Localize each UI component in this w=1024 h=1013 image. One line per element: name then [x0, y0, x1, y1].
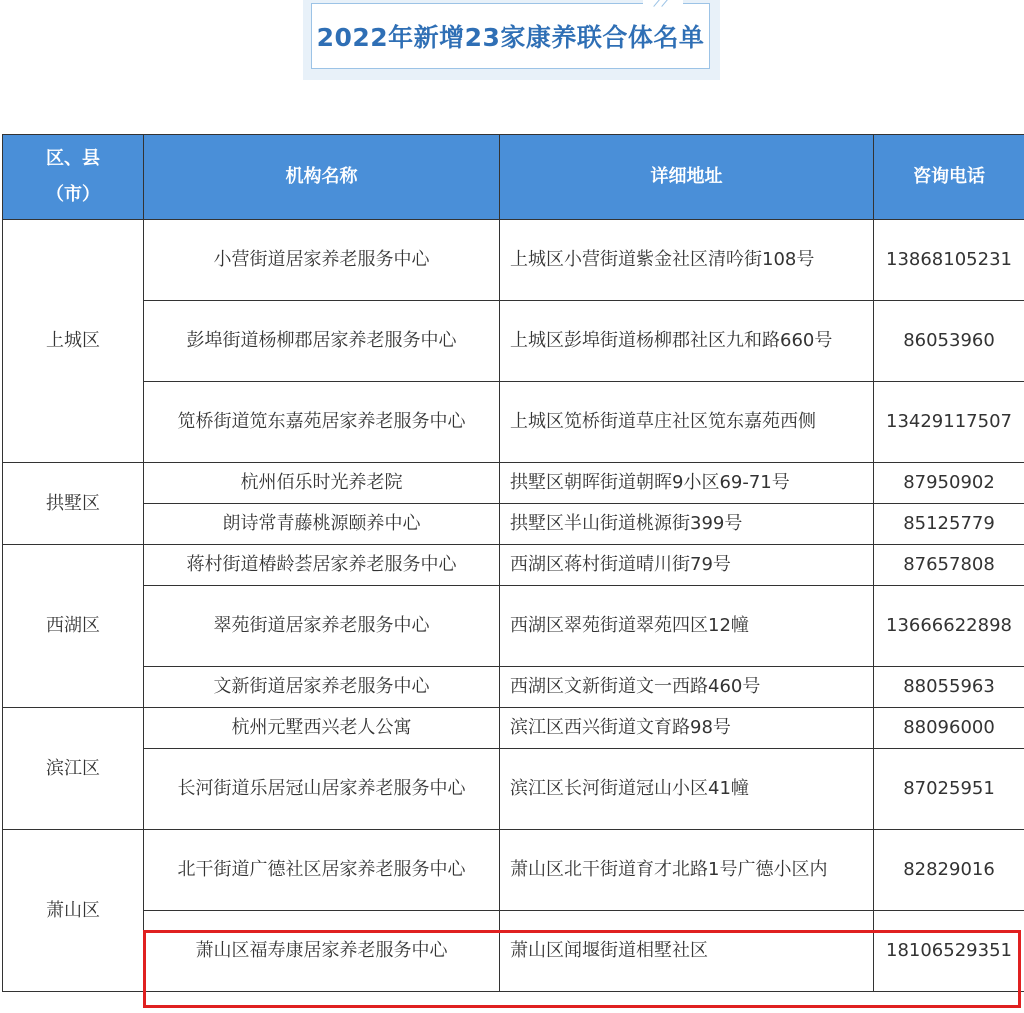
district-cell: 西湖区 [3, 545, 144, 708]
table-row [3, 545, 1024, 586]
phone-cell: 82829016 [874, 830, 1024, 911]
table-row [3, 749, 1024, 830]
district-cell: 上城区 [3, 220, 144, 463]
table-row [3, 911, 1024, 992]
address-cell: 滨江区长河街道冠山小区41幢 [500, 749, 874, 830]
phone-cell: 88096000 [874, 708, 1024, 749]
table-row [3, 382, 1024, 463]
table-row [3, 463, 1024, 504]
phone-cell: 13429117507 [874, 382, 1024, 463]
name-cell: 蒋村街道椿龄荟居家养老服务中心 [144, 545, 500, 586]
name-cell: 萧山区福寿康居家养老服务中心 [144, 911, 500, 992]
name-cell: 小营街道居家养老服务中心 [144, 220, 500, 301]
page-title: 2022年新增23家康养联合体名单 [311, 3, 710, 69]
phone-cell: 87025951 [874, 749, 1024, 830]
name-cell: 翠苑街道居家养老服务中心 [144, 586, 500, 667]
header-address: 详细地址 [500, 135, 874, 220]
name-cell: 彭埠街道杨柳郡居家养老服务中心 [144, 301, 500, 382]
name-cell: 杭州元墅西兴老人公寓 [144, 708, 500, 749]
address-cell: 拱墅区朝晖街道朝晖9小区69-71号 [500, 463, 874, 504]
address-cell: 拱墅区半山街道桃源街399号 [500, 504, 874, 545]
address-cell: 西湖区翠苑街道翠苑四区12幢 [500, 586, 874, 667]
district-cell: 萧山区 [3, 830, 144, 992]
table-row [3, 301, 1024, 382]
phone-cell: 87657808 [874, 545, 1024, 586]
phone-cell: 13868105231 [874, 220, 1024, 301]
address-cell: 西湖区文新街道文一西路460号 [500, 667, 874, 708]
name-cell: 北干街道广德社区居家养老服务中心 [144, 830, 500, 911]
institution-table [2, 134, 1024, 992]
phone-cell: 85125779 [874, 504, 1024, 545]
address-cell: 上城区小营街道紫金社区清吟街108号 [500, 220, 874, 301]
phone-cell: 13666622898 [874, 586, 1024, 667]
phone-cell: 88055963 [874, 667, 1024, 708]
name-cell: 杭州佰乐时光养老院 [144, 463, 500, 504]
phone-cell: 18106529351 [874, 911, 1024, 992]
title-banner [303, 0, 720, 80]
header-phone: 咨询电话 [874, 135, 1024, 220]
phone-cell: 87950902 [874, 463, 1024, 504]
district-cell: 滨江区 [3, 708, 144, 830]
table-row [3, 504, 1024, 545]
name-cell: 笕桥街道笕东嘉苑居家养老服务中心 [144, 382, 500, 463]
table-row [3, 667, 1024, 708]
name-cell: 文新街道居家养老服务中心 [144, 667, 500, 708]
address-cell: 萧山区闻堰街道相墅社区 [500, 911, 874, 992]
address-cell: 上城区彭埠街道杨柳郡社区九和路660号 [500, 301, 874, 382]
address-cell: 滨江区西兴街道文育路98号 [500, 708, 874, 749]
district-cell: 拱墅区 [3, 463, 144, 545]
address-cell: 萧山区北干街道育才北路1号广德小区内 [500, 830, 874, 911]
table-row [3, 830, 1024, 911]
table-row [3, 586, 1024, 667]
header-district: 区、县（市） [3, 135, 144, 220]
address-cell: 上城区笕桥街道草庄社区笕东嘉苑西侧 [500, 382, 874, 463]
table-row [3, 220, 1024, 301]
header-name: 机构名称 [144, 135, 500, 220]
title-decoration [643, 0, 683, 6]
table-row [3, 708, 1024, 749]
name-cell: 长河街道乐居冠山居家养老服务中心 [144, 749, 500, 830]
name-cell: 朗诗常青藤桃源颐养中心 [144, 504, 500, 545]
phone-cell: 86053960 [874, 301, 1024, 382]
address-cell: 西湖区蒋村街道晴川街79号 [500, 545, 874, 586]
